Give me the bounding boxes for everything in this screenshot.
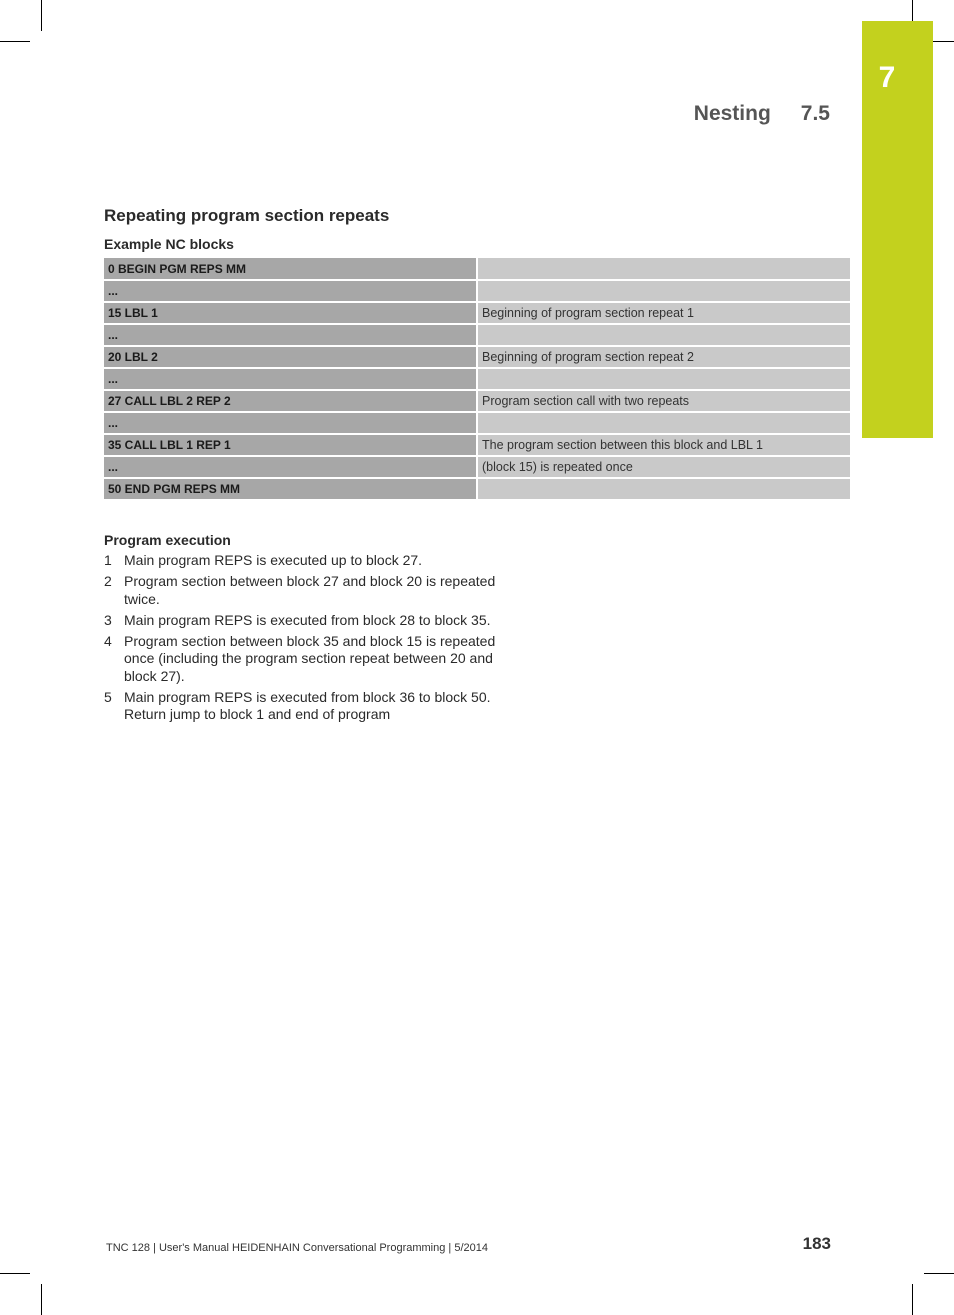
chapter-number: 7 — [878, 61, 896, 94]
nc-comment: Beginning of program section repeat 1 — [477, 302, 850, 324]
nc-code: 35 CALL LBL 1 REP 1 — [104, 434, 477, 456]
chapter-tab — [862, 21, 933, 438]
nc-blocks-table — [104, 258, 850, 501]
chapter-title: Nesting — [693, 102, 771, 125]
section-number: 7.5 — [800, 102, 830, 125]
crop-mark — [912, 1284, 913, 1315]
page-number: 183 — [802, 1234, 831, 1253]
execution-heading: Program execution — [104, 532, 231, 548]
table-row — [104, 412, 850, 434]
table-row — [104, 390, 850, 412]
execution-steps — [104, 552, 524, 727]
nc-code: ... — [104, 324, 477, 346]
step-text: Main program REPS is executed from block 28 to block 35. — [124, 611, 491, 628]
step-number: 3 — [104, 611, 112, 628]
list-item — [104, 612, 524, 630]
table-row — [104, 258, 850, 280]
table-row — [104, 302, 850, 324]
nc-code: 0 BEGIN PGM REPS MM — [104, 258, 477, 280]
nc-comment — [477, 258, 850, 280]
nc-comment — [477, 368, 850, 390]
nc-comment — [477, 324, 850, 346]
example-heading: Example NC blocks — [104, 236, 234, 252]
nc-code: 50 END PGM REPS MM — [104, 478, 477, 500]
list-item — [104, 689, 524, 724]
nc-comment — [477, 280, 850, 302]
table-row — [104, 434, 850, 456]
step-number: 4 — [104, 632, 112, 649]
step-number: 5 — [104, 688, 112, 705]
table-row — [104, 456, 850, 478]
footer-text: TNC 128 | User's Manual HEIDENHAIN Conversational Programming | 5/2014 — [106, 1242, 488, 1254]
section-title: Repeating program section repeats — [104, 206, 390, 225]
nc-code: ... — [104, 412, 477, 434]
nc-code: ... — [104, 368, 477, 390]
table-row — [104, 346, 850, 368]
table-row — [104, 324, 850, 346]
step-text: Main program REPS is executed up to block 27. — [124, 552, 423, 568]
step-text: Program section between block 27 and block 20 is repeated twice. — [124, 573, 496, 607]
nc-comment — [477, 412, 850, 434]
list-item — [104, 633, 524, 686]
running-header — [694, 102, 830, 126]
step-text: Program section between block 35 and block 15 is repeated once (including the program section repeat between 20 and block 27). — [124, 632, 496, 684]
nc-comment: Program section call with two repeats — [477, 390, 850, 412]
crop-mark — [0, 41, 30, 42]
nc-code: 20 LBL 2 — [104, 346, 477, 368]
list-item — [104, 552, 524, 570]
nc-comment: Beginning of program section repeat 2 — [477, 346, 850, 368]
nc-code: ... — [104, 456, 477, 478]
list-item — [104, 573, 524, 608]
crop-mark — [924, 1273, 954, 1274]
crop-mark — [41, 0, 42, 31]
nc-code: ... — [104, 280, 477, 302]
nc-code: 27 CALL LBL 2 REP 2 — [104, 390, 477, 412]
nc-code: 15 LBL 1 — [104, 302, 477, 324]
table-row — [104, 280, 850, 302]
step-number: 2 — [104, 573, 112, 589]
crop-mark — [41, 1284, 42, 1315]
table-row — [104, 478, 850, 500]
step-text: Main program REPS is executed from block 36 to block 50. Return jump to block 1 and end of program — [124, 688, 491, 722]
nc-comment: (block 15) is repeated once — [477, 456, 850, 478]
step-number: 1 — [104, 552, 112, 568]
nc-comment: The program section between this block and LBL 1 — [477, 434, 850, 456]
nc-comment — [477, 478, 850, 500]
crop-mark — [0, 1273, 30, 1274]
table-row — [104, 368, 850, 390]
